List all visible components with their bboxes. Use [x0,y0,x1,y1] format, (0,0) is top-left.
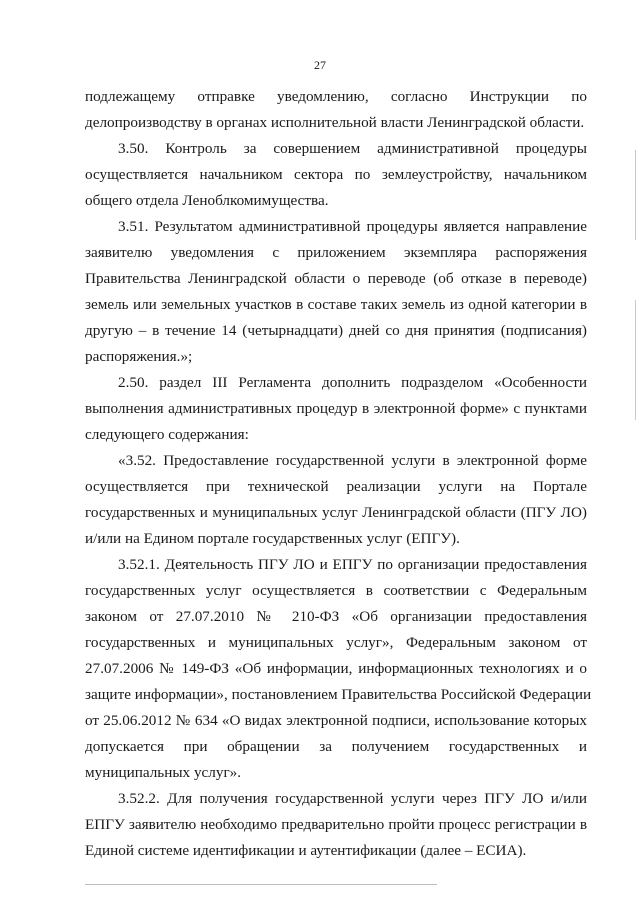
text-line: общего отдела Леноблкомимущества. [85,192,329,209]
text-line: Правительства Ленинградской области о переводе (об отказе в переводе) [85,270,587,287]
scan-margin-mark [635,300,636,420]
paragraph-3-52-line: «3.52. Предоставление государственной услуги в электронной форме [118,452,587,469]
text-line: следующего содержания: [85,426,249,443]
text-line: заявителю уведомления с приложением экземпляра распоряжения [85,244,587,261]
paragraph-3-51-line: 3.51. Результатом административной процедуры является направление [118,218,587,235]
text-line: государственных и муниципальных услуг Ленинградской области (ПГУ ЛО) [85,504,587,521]
text-line: допускается при обращении за получением государственных и [85,738,587,755]
text-line: подлежащему отправке уведомлению, согласно Инструкции по [85,88,587,105]
paragraph-2-50-line: 2.50. раздел III Регламента дополнить подразделом «Особенности [118,374,587,391]
text-line: и/или на Едином портале государственных услуг (ЕПГУ). [85,530,460,547]
text-line: осуществляется начальником сектора по землеустройству, начальником [85,166,587,183]
scan-bottom-rule [85,884,437,885]
text-line: муниципальных услуг». [85,764,242,781]
text-line: другую – в течение 14 (четырнадцати) дней со дня принятия (подписания) [85,322,587,339]
paragraph-3-52-2-line: 3.52.2. Для получения государственной услуги через ПГУ ЛО и/или [118,790,587,807]
scan-margin-mark [635,150,636,240]
paragraph-3-50-line: 3.50. Контроль за совершением административной процедуры [118,140,587,157]
text-line: 27.07.2006 № 149-ФЗ «Об информации, информационных технологиях и о [85,660,587,677]
text-line: государственных услуг осуществляется в соответствии с Федеральным [85,582,587,599]
text-line: делопроизводству в органах исполнительной власти Ленинградской области. [85,114,585,131]
text-line: государственных и муниципальных услуг», Федеральным законом от [85,634,587,651]
text-line: ЕПГУ заявителю необходимо предварительно пройти процесс регистрации в [85,816,587,833]
text-line: Единой системе идентификации и аутентификации (далее – ЕСИА). [85,842,527,859]
paragraph-3-52-1-line: 3.52.1. Деятельность ПГУ ЛО и ЕПГУ по организации предоставления [118,556,587,573]
text-line: от 25.06.2012 № 634 «О видах электронной подписи, использование которых [85,712,587,729]
page-number: 27 [314,58,326,72]
text-line: законом от 27.07.2010 № 210-ФЗ «Об организации предоставления [85,608,587,625]
text-line: осуществляется при технической реализации услуги на Портале [85,478,587,495]
text-line: защите информации», постановлением Правительства Российской Федерации [85,686,592,703]
text-line: распоряжения.»; [85,348,193,365]
text-line: земель или земельных участков в составе таких земель из одной категории в [85,296,587,313]
text-line: выполнения административных процедур в электронной форме» с пунктами [85,400,587,417]
